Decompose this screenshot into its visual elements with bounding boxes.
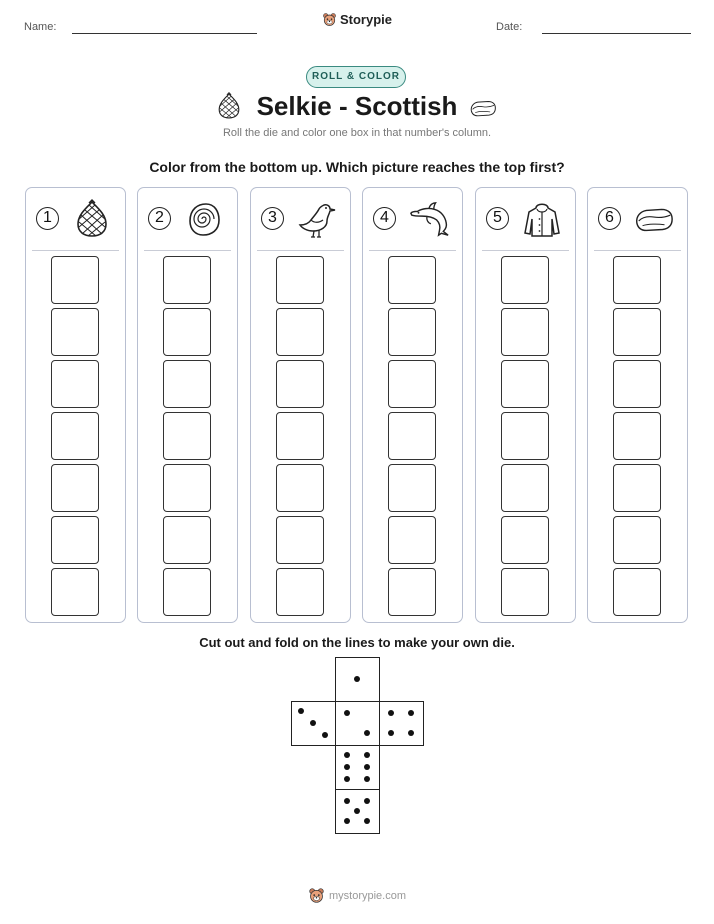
column-4 bbox=[362, 187, 463, 623]
color-box[interactable] bbox=[501, 360, 549, 408]
color-box[interactable] bbox=[613, 308, 661, 356]
color-box[interactable] bbox=[276, 256, 324, 304]
color-box[interactable] bbox=[51, 308, 99, 356]
seagull-icon bbox=[296, 199, 338, 239]
die-face-5 bbox=[335, 789, 380, 834]
pip bbox=[322, 732, 328, 738]
column-header bbox=[251, 188, 350, 250]
brand-logo bbox=[0, 12, 714, 30]
die-face-2 bbox=[335, 701, 380, 746]
column-number: 6 bbox=[598, 207, 621, 230]
pip bbox=[364, 764, 370, 770]
color-box[interactable] bbox=[388, 464, 436, 512]
date-label: Date: bbox=[496, 21, 523, 33]
pip bbox=[344, 710, 350, 716]
pip bbox=[298, 708, 304, 714]
sealskin-rock-icon bbox=[466, 95, 500, 121]
column-3 bbox=[250, 187, 351, 623]
color-box[interactable] bbox=[163, 412, 211, 460]
color-box[interactable] bbox=[163, 256, 211, 304]
color-box[interactable] bbox=[51, 412, 99, 460]
color-box[interactable] bbox=[51, 256, 99, 304]
column-number: 5 bbox=[486, 207, 509, 230]
column-1 bbox=[25, 187, 126, 623]
column-divider bbox=[144, 250, 231, 251]
coloring-instruction: Color from the bottom up. Which picture reaches the top first? bbox=[149, 159, 565, 175]
color-box[interactable] bbox=[388, 412, 436, 460]
pip bbox=[344, 752, 350, 758]
color-box[interactable] bbox=[276, 308, 324, 356]
brand-name: Storypie bbox=[339, 12, 392, 27]
pip bbox=[344, 818, 350, 824]
column-number: 2 bbox=[148, 207, 171, 230]
footer-url[interactable]: mystorypie.com bbox=[328, 889, 407, 902]
color-box[interactable] bbox=[388, 360, 436, 408]
color-box[interactable] bbox=[51, 464, 99, 512]
color-box[interactable] bbox=[163, 516, 211, 564]
pip bbox=[364, 752, 370, 758]
color-box[interactable] bbox=[388, 516, 436, 564]
color-box[interactable] bbox=[613, 568, 661, 616]
bear-icon bbox=[322, 12, 337, 27]
bear-icon bbox=[308, 887, 325, 904]
page-title: Selkie - Scottish bbox=[256, 91, 458, 121]
cut-fold-instruction: Cut out and fold on the lines to make your own die. bbox=[199, 635, 515, 650]
column-divider bbox=[482, 250, 569, 251]
column-number: 1 bbox=[36, 207, 59, 230]
raincoat-icon bbox=[521, 199, 563, 239]
color-box[interactable] bbox=[276, 568, 324, 616]
color-box[interactable] bbox=[163, 308, 211, 356]
color-box[interactable] bbox=[163, 568, 211, 616]
color-box[interactable] bbox=[276, 464, 324, 512]
pip bbox=[344, 764, 350, 770]
footer bbox=[0, 887, 714, 907]
column-number: 4 bbox=[373, 207, 396, 230]
color-box[interactable] bbox=[276, 360, 324, 408]
die-face-4 bbox=[379, 701, 424, 746]
pip bbox=[388, 710, 394, 716]
date-line[interactable] bbox=[542, 33, 691, 34]
column-divider bbox=[594, 250, 681, 251]
color-box[interactable] bbox=[388, 308, 436, 356]
column-header bbox=[138, 188, 237, 250]
column-divider bbox=[369, 250, 456, 251]
color-box[interactable] bbox=[51, 568, 99, 616]
color-box[interactable] bbox=[501, 568, 549, 616]
pip bbox=[354, 808, 360, 814]
color-box[interactable] bbox=[163, 464, 211, 512]
color-box[interactable] bbox=[276, 412, 324, 460]
color-box[interactable] bbox=[501, 308, 549, 356]
color-box[interactable] bbox=[613, 412, 661, 460]
column-5 bbox=[475, 187, 576, 623]
pip bbox=[310, 720, 316, 726]
pip bbox=[364, 818, 370, 824]
die-face-3 bbox=[291, 701, 336, 746]
color-box[interactable] bbox=[613, 360, 661, 408]
column-header bbox=[476, 188, 575, 250]
pip bbox=[344, 776, 350, 782]
column-number: 3 bbox=[261, 207, 284, 230]
color-box[interactable] bbox=[388, 568, 436, 616]
sealskin-rock-icon bbox=[633, 199, 675, 239]
name-label: Name: bbox=[24, 21, 57, 33]
pip bbox=[364, 730, 370, 736]
column-6 bbox=[587, 187, 688, 623]
color-box[interactable] bbox=[501, 256, 549, 304]
pip bbox=[344, 798, 350, 804]
dolphin-icon bbox=[408, 199, 450, 239]
pip bbox=[388, 730, 394, 736]
color-box[interactable] bbox=[501, 412, 549, 460]
pip bbox=[364, 798, 370, 804]
column-header bbox=[588, 188, 687, 250]
page-subtitle: Roll the die and color one box in that number's column. bbox=[222, 127, 492, 139]
color-box[interactable] bbox=[501, 516, 549, 564]
color-box[interactable] bbox=[51, 516, 99, 564]
column-divider bbox=[32, 250, 119, 251]
color-box[interactable] bbox=[276, 516, 324, 564]
color-box[interactable] bbox=[613, 256, 661, 304]
die-face-6 bbox=[335, 745, 380, 790]
color-box[interactable] bbox=[51, 360, 99, 408]
fishing-net-float-icon bbox=[71, 199, 113, 239]
column-header bbox=[363, 188, 462, 250]
color-box[interactable] bbox=[501, 464, 549, 512]
color-box[interactable] bbox=[388, 256, 436, 304]
pip bbox=[408, 730, 414, 736]
column-header bbox=[26, 188, 125, 250]
column-2 bbox=[137, 187, 238, 623]
die-face-1 bbox=[335, 657, 380, 702]
roll-and-color-badge: ROLL & COLOR bbox=[306, 66, 406, 88]
pip bbox=[354, 676, 360, 682]
color-box[interactable] bbox=[613, 464, 661, 512]
name-line[interactable] bbox=[72, 33, 257, 34]
color-box[interactable] bbox=[613, 516, 661, 564]
pip bbox=[364, 776, 370, 782]
column-divider bbox=[257, 250, 344, 251]
pip bbox=[408, 710, 414, 716]
seashell-icon bbox=[183, 199, 225, 239]
color-box[interactable] bbox=[163, 360, 211, 408]
